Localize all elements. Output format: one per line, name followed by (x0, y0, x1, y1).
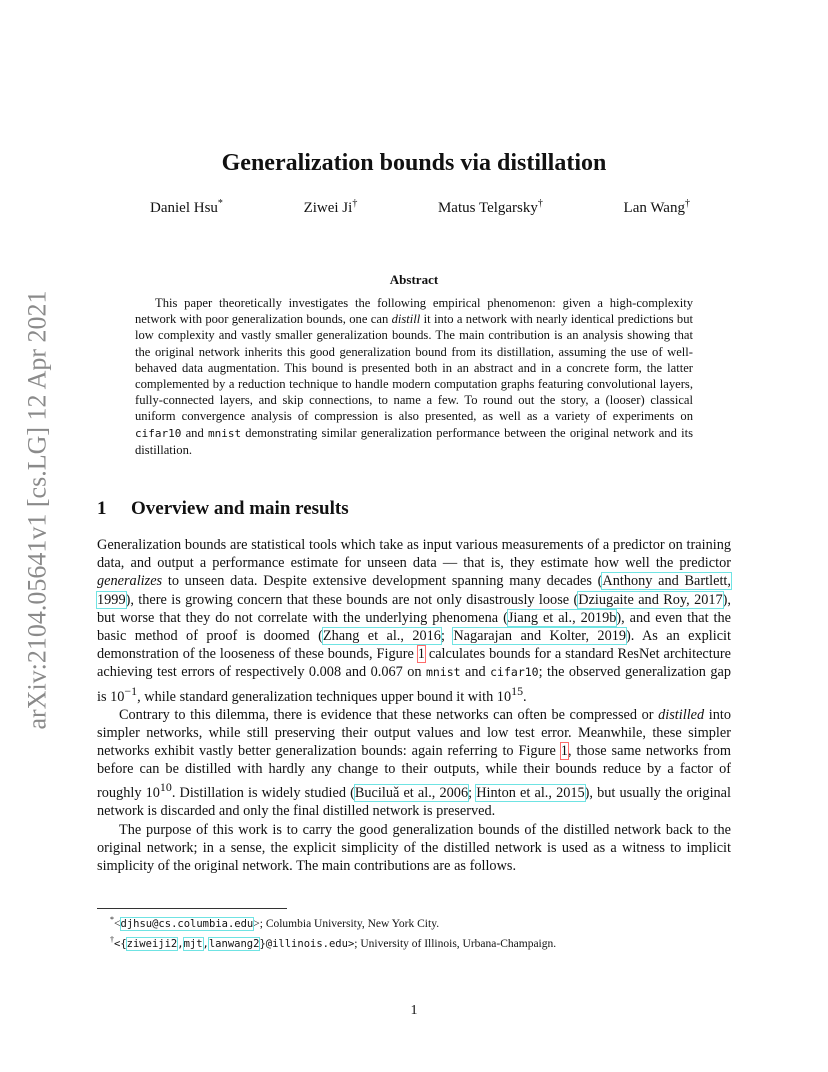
abstract-body: This paper theoretically investigates the following empirical phenomenon: given a high-complexity network with poor generalization bounds, one can distill it into a network with nearly identical predictions but low complexity and vastly smaller generalization bounds. The main contribution is an analysis showing that the original network inherits this good generalization bound from its distillation, assuming the use of well-behaved data augmentation. This bound is presented both in an abstract and in a concrete form, the latter complemented by a reduction technique to handle modern computation graphs featuring convolutional layers, fully-connected layers, and skip connections, to name a few. To round out the story, a (looser) classical uniform convergence analysis of compression is also presented, as well as a variety of experiments on cifar10 and mnist demonstrating similar generalization performance between the original network and its distillation. (135, 296, 693, 457)
citation-link[interactable]: Hinton et al., 2015 (476, 785, 585, 802)
figure-reference-link[interactable]: 1 (560, 743, 568, 759)
citation-link[interactable]: Nagarajan and Kolter, 2019 (453, 628, 627, 645)
email-link[interactable]: djhsu@cs.columbia.edu (120, 917, 254, 930)
paragraph: The purpose of this work is to carry the good generalization bounds of the distilled network back to the original network; in a sense, the explicit simplicity of the distilled network is used as a witness to implicit simplicity of the original network. The main contributions are as follows. (97, 821, 731, 874)
footnote: *<djhsu@cs.columbia.edu>; Columbia University, New York City. (110, 915, 440, 930)
page-number: 1 (410, 1003, 418, 1018)
citation-link[interactable]: Dziugaite and Roy, 2017 (578, 591, 723, 608)
paper-title: Generalization bounds via distillation (221, 150, 607, 176)
author: Matus Telgarsky† (437, 198, 543, 216)
email-link[interactable]: ziweiji2 (126, 937, 178, 950)
author-list (150, 198, 690, 217)
author: Lan Wang† (623, 198, 690, 216)
citation-link[interactable]: Anthony and Bartlett, 1999 (97, 573, 731, 608)
citation-link[interactable]: Jiang et al., 2019b (507, 609, 617, 626)
citation-link[interactable]: Buciluǎ et al., 2006 (354, 785, 469, 802)
author: Daniel Hsu* (150, 198, 223, 216)
section-body (97, 536, 731, 875)
arxiv-stamp-text: arXiv:2104.05641v1 [cs.LG] 12 Apr 2021 (23, 290, 52, 730)
email-link[interactable]: mjt (183, 937, 203, 950)
footnote: †<{ziweiji2,mjt,lanwang2}@illinois.edu>; University of Illinois, Urbana-Champaign. (110, 934, 557, 950)
section-number: 1 (97, 498, 107, 519)
paragraph: Contrary to this dilemma, there is evidence that these networks can often be compressed or distilled into simpler networks, while still preserving their output values and low test error. Meanwhile, these simpler networks exhibit vastly better generalization bounds: again referring to Figure 1, those same networks from before can be distilled with hardly any change to their outputs, while their bounds reduce by a factor of roughly $10^{10}$. Distillation is widely studied (Buciluǎ et al., 2006; Hinton et al., 2015), but usually the original network is discarded and only the final distilled network is preserved. (97, 706, 732, 820)
figure-reference-link[interactable]: 1 (417, 646, 425, 663)
footnotes (110, 912, 730, 952)
section-heading (97, 498, 349, 520)
section-title: Overview and main results (131, 498, 349, 519)
author: Ziwei Ji† (303, 198, 358, 216)
abstract-heading: Abstract (389, 272, 439, 287)
arxiv-identifier-stamp (18, 290, 58, 730)
citation-link[interactable]: Zhang et al., 2016 (322, 628, 441, 645)
email-link[interactable]: lanwang2 (208, 937, 260, 950)
paragraph: Generalization bounds are statistical tools which take as input various measurements of a predictor on training data, and output a performance estimate for unseen data — that is, they estimate how well the predictor generalizes to unseen data. Despite extensive development spanning many decades (Anthony and Bartlett, 1999), there is growing concern that these bounds are not only disastrously loose (Dziugaite and Roy, 2017), but worse that they do not correlate with the underlying phenomena (Jiang et al., 2019b), and even that the basic method of proof is doomed (Zhang et al., 2016; Nagarajan and Kolter, 2019). As an explicit demonstration of the looseness of these bounds, Figure 1 calculates bounds for a standard ResNet architecture achieving test errors of respectively 0.008 and 0.067 on mnist and cifar10; the observed generalization gap is $10^{-1}$, while standard generalization techniques upper bound it with $10^{15}$. (97, 537, 732, 705)
footnote-divider (97, 908, 287, 909)
